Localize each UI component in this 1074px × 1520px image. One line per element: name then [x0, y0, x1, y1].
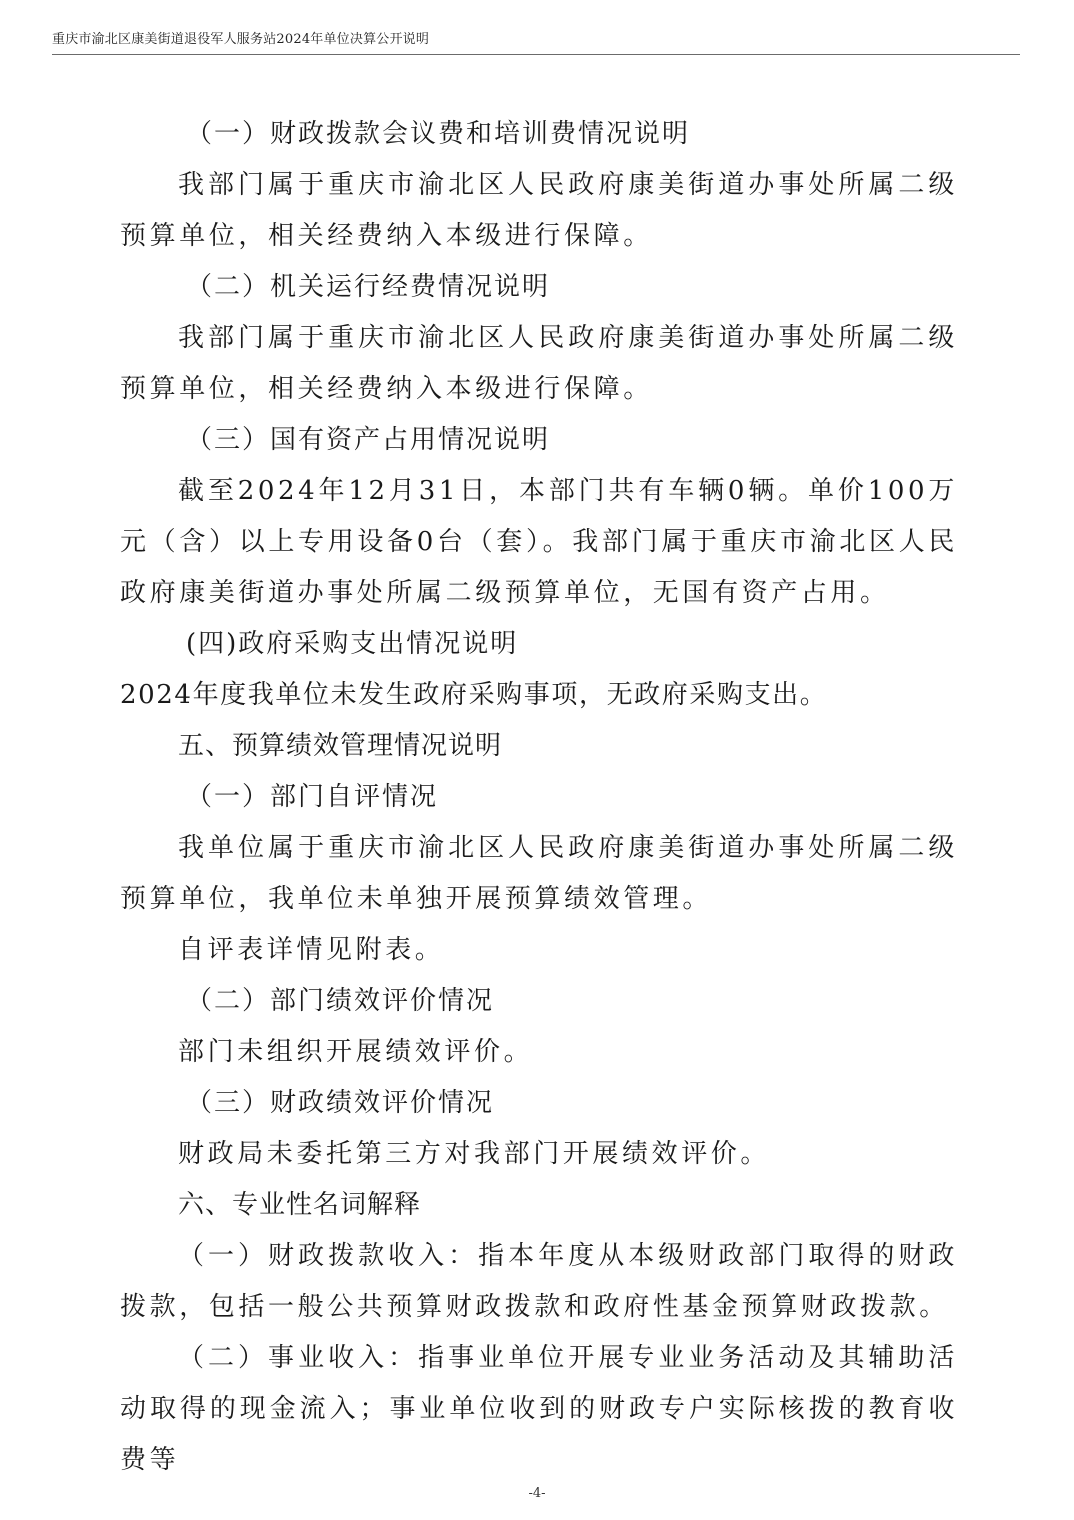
subsection-heading: （一）财政拨款会议费和培训费情况说明	[186, 119, 691, 149]
subsection-heading: （三）财政绩效评价情况	[186, 1088, 495, 1118]
body-paragraph: 部门未组织开展绩效评价。	[178, 1037, 534, 1067]
subsection-heading: （一）部门自评情况	[186, 782, 439, 812]
document-title: 重庆市渝北区康美街道退役军人服务站2024年单位决算公开说明	[52, 32, 430, 47]
body-paragraph: 财政局未委托第三方对我部门开展绩效评价。	[178, 1139, 771, 1169]
subsection-heading: （三）国有资产占用情况说明	[186, 425, 551, 455]
section-heading: 五、预算绩效管理情况说明	[178, 731, 503, 761]
term-definition: （一）财政拨款收入：指本年度从本级财政部门取得的财政拨款，包括一般公共预算财政拨款和政府性基金预算财政拨款。	[120, 1241, 958, 1322]
page-number: -4-	[528, 1486, 546, 1501]
document-body	[120, 109, 958, 1486]
body-paragraph: 2024年度我单位未发生政府采购事项，无政府采购支出。	[120, 680, 828, 710]
body-paragraph: 我部门属于重庆市渝北区人民政府康美街道办事处所属二级预算单位，相关经费纳入本级进行保障。	[120, 323, 958, 404]
subsection-heading: （二）机关运行经费情况说明	[186, 272, 551, 302]
term-definition: （二）事业收入：指事业单位开展专业业务活动及其辅助活动取得的现金流入；事业单位收到的财政专户实际核拨的教育收费等	[120, 1343, 958, 1475]
body-paragraph: 我部门属于重庆市渝北区人民政府康美街道办事处所属二级预算单位，相关经费纳入本级进行保障。	[120, 170, 958, 251]
body-paragraph: 自评表详情见附表。	[178, 935, 445, 965]
subsection-heading: (四)政府采购支出情况说明	[186, 629, 519, 659]
section-heading: 六、专业性名词解释	[178, 1190, 422, 1220]
body-paragraph: 我单位属于重庆市渝北区人民政府康美街道办事处所属二级预算单位，我单位未单独开展预算绩效管理。	[120, 833, 958, 914]
body-paragraph: 截至2024年12月31日，本部门共有车辆0辆。单价100万元（含）以上专用设备0台（套）。我部门属于重庆市渝北区人民政府康美街道办事处所属二级预算单位，无国有资产占用。	[120, 476, 958, 608]
page-header	[52, 30, 1020, 55]
subsection-heading: （二）部门绩效评价情况	[186, 986, 495, 1016]
